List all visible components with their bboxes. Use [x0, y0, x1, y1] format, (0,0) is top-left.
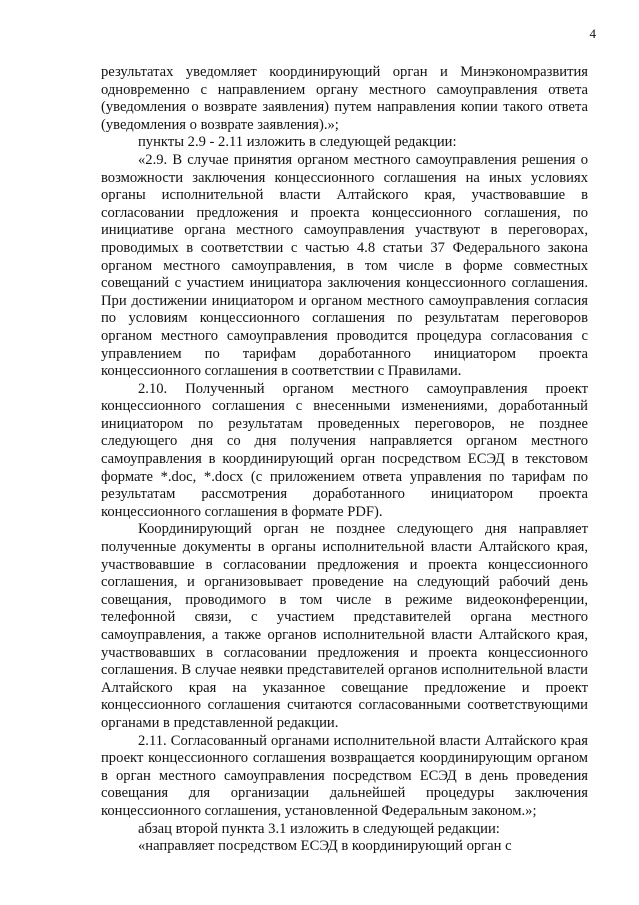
paragraph: результатах уведомляет координирующий орган и Минэкономразвития одновременно с направлением органу местного самоуправления ответа (уведомления о возврате заявления) путем направления копии такого ответа (уведомления о возврате заявления).»; — [101, 64, 588, 133]
paragraph: Координирующий орган не позднее следующего дня направляет полученные документы в органы исполнительной власти Алтайского края, участвовавшие в согласовании предложения и проекта концессионного соглашения, и организовывает проведение на следующий рабочий день совещания, проводимого в том числе в режиме видеоконференции, телефонной связи, с участием представителей органа местного самоуправления, а также органов исполнительной власти Алтайского края, участвовавших в согласовании предложения и проекта концессионного соглашения. В случае неявки представителей органов исполнительной власти Алтайского края на указанное совещание предложение и проект концессионного соглашения считаются согласованными соответствующими органами в представленной редакции. — [101, 521, 588, 731]
paragraph: пункты 2.9 - 2.11 изложить в следующей редакции: — [138, 134, 457, 151]
paragraph: 2.11. Согласованный органами исполнительной власти Алтайского края проект концессионного соглашения возвращается координирующим органом в орган местного самоуправления посредством ЕСЭД в день проведения совещания для организации дальнейшей процедуры заключения концессионного соглашения, установленной Федеральным законом.»; — [101, 732, 588, 819]
document-body — [101, 64, 588, 856]
paragraph: 2.10. Полученный органом местного самоуправления проект концессионного соглашения с внесенными изменениями, доработанный инициатором по результатам проведенных переговоров, не позднее следующего дня со дня получения направляется органом местного самоуправления в координирующий орган посредством ЕСЭД в текстовом формате *.doc, *.docx (с приложением ответа управления по тарифам по результатам рассмотрения доработанного инициатором проекта концессионного соглашения в формате PDF). — [101, 380, 588, 520]
paragraph: «2.9. В случае принятия органом местного самоуправления решения о возможности заключения концессионного соглашения на иных условиях органы исполнительной власти Алтайского края, участвовавшие в согласовании предложения и проекта концессионного соглашения, по инициативе органа местного самоуправления участвуют в переговорах, проводимых в соответствии с частью 4.8 статьи 37 Федерального закона органом местного самоуправления, в том числе в форме совместных совещаний с участием инициатора заключения концессионного соглашения. При достижении инициатором и органом местного самоуправления согласия по условиям концессионного соглашения по результатам переговоров органом местного самоуправления проводится процедура согласования с управлением по тарифам доработанного инициатором проекта концессионного соглашения в соответствии с Правилами. — [101, 151, 588, 380]
paragraph: «направляет посредством ЕСЭД в координирующий орган с — [138, 838, 512, 855]
paragraph: абзац второй пункта 3.1 изложить в следующей редакции: — [138, 820, 500, 837]
page-number: 4 — [589, 26, 596, 41]
